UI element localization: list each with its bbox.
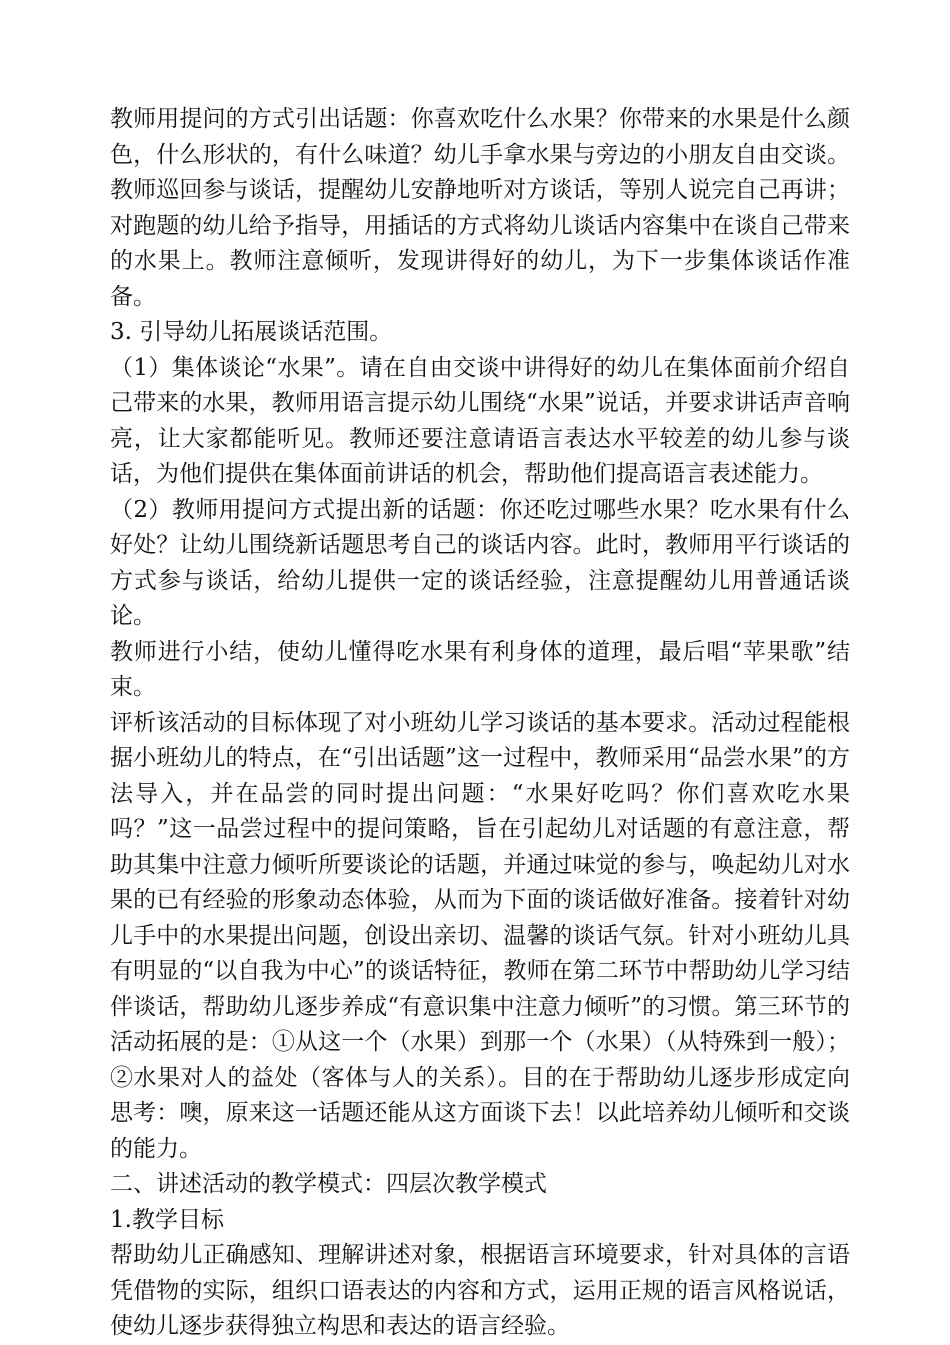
paragraph-new-topic: （2）教师用提问方式提出新的话题：你还吃过哪些水果？吃水果有什么好处？让幼儿围绕新话题思考自己的谈话内容。此时，教师用平行谈话的方式参与谈话，给幼儿提供一定的谈话经验，注意提醒幼儿用普通话谈论。	[110, 496, 850, 629]
paragraph-teaching-goal: 帮助幼儿正确感知、理解讲述对象，根据语言环境要求，针对具体的言语凭借物的实际，组织口语表达的内容和方式，运用正规的语言风格说话，使幼儿逐步获得独立构思和表达的语言经验。	[110, 1242, 850, 1339]
teaching-goal-heading: 1.教学目标	[110, 1206, 224, 1233]
step-3-heading: 3. 引导幼儿拓展谈话范围。	[110, 319, 393, 345]
section-heading-teaching-model: 二、讲述活动的教学模式：四层次教学模式	[110, 1171, 547, 1197]
paragraph-analysis: 评析该活动的目标体现了对小班幼儿学习谈话的基本要求。活动过程能根据小班幼儿的特点，在“引出话题”这一过程中，教师采用“品尝水果”的方法导入，并在品尝的同时提出问题：“水果好吃吗？你们喜欢吃水果吗？”这一品尝过程中的提问策略，旨在引起幼儿对话题的有意注意，帮助其集中注意力倾听所要谈论的话题，并通过味觉的参与，唤起幼儿对水果的已有经验的形象动态体验，从而为下面的谈话做好准备。接着针对幼儿手中的水果提出问题，创设出亲切、温馨的谈话气氛。针对小班幼儿具有明显的“以自我为中心”的谈话特征，教师在第二环节中帮助幼儿学习结伴谈话，帮助幼儿逐步养成“有意识集中注意力倾听”的习惯。第三环节的活动拓展的是：①从这一个（水果）到那一个（水果）（从特殊到一般）；②水果对人的益处（客体与人的关系）。目的在于帮助幼儿逐步形成定向思考：噢，原来这一话题还能从这方面谈下去！以此培养幼儿倾听和交谈的能力。	[110, 709, 850, 1162]
paragraph-summary: 教师进行小结，使幼儿懂得吃水果有利身体的道理，最后唱“苹果歌”结束。	[110, 638, 850, 700]
paragraph-topic-introduction: 教师用提问的方式引出话题：你喜欢吃什么水果？你带来的水果是什么颜色，什么形状的，有什么味道？幼儿手拿水果与旁边的小朋友自由交谈。教师巡回参与谈话，提醒幼儿安静地听对方谈话，等别人说完自己再讲；对跑题的幼儿给予指导，用插话的方式将幼儿谈话内容集中在谈自己带来的水果上。教师注意倾听，发现讲得好的幼儿，为下一步集体谈话作准备。	[110, 106, 850, 310]
document-page	[110, 102, 850, 1345]
paragraph-group-discussion: （1）集体谈论“水果”。请在自由交谈中讲得好的幼儿在集体面前介绍自己带来的水果，教师用语言提示幼儿围绕“水果”说话，并要求讲话声音响亮，让大家都能听见。教师还要注意请语言表达水平较差的幼儿参与谈话，为他们提供在集体面前讲话的机会，帮助他们提高语言表述能力。	[110, 354, 850, 487]
